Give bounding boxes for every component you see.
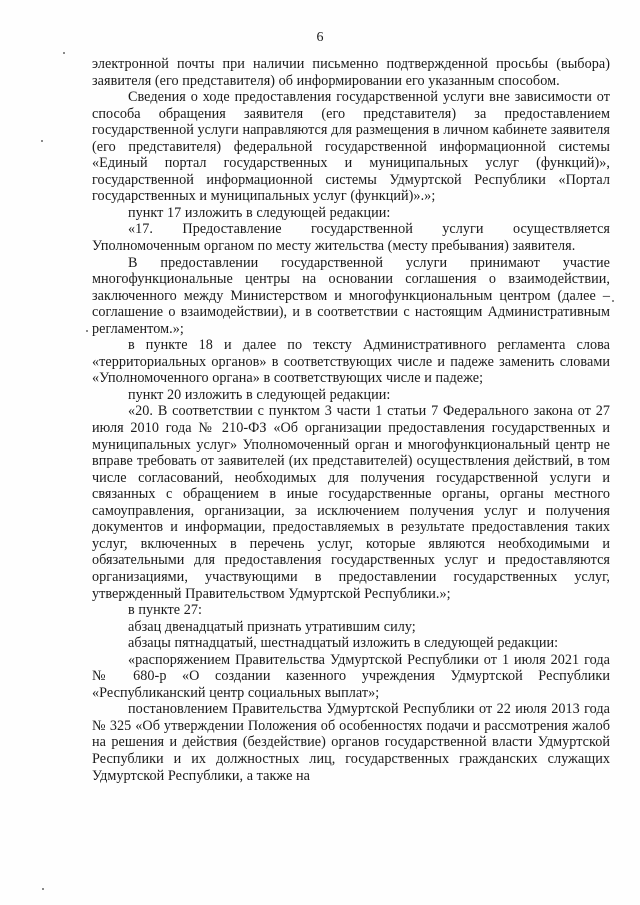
- paragraph: абзацы пятнадцатый, шестнадцатый изложить в следующей редакции:: [128, 635, 559, 652]
- paragraph: «20. В соответствии с пунктом 3 части 1 статьи 7 Федерального закона от 27 июля 2010 года № 210-ФЗ «Об организации предоставления государственных и муниципальных услуг» Уполномоченный орган и многофункциональный центр не вправе требовать от заявителей (их представителей) осуществления действий, в том числе согласований, необходимых для получения государственной услуги и связанных с обращением в иные государственные органы, органы местного самоуправления, организации, за исключением получения услуг и получения документов и информации, предоставляемых в результате предоставления таких услуг, включенных в перечень услуг, которые являются необходимыми и обязательными для предоставления государственных услуг и предоставляются организациями, участвующими в предоставлении государственных услуг, утвержденный Правительством Удмуртской Республики.»;: [92, 403, 610, 602]
- scan-speck: [41, 140, 43, 142]
- paragraph: в пункте 27:: [128, 602, 203, 619]
- paragraph: электронной почты при наличии письменно подтвержденной просьбы (выбора) заявителя (его представителя) об информировании его указанным способом.: [92, 56, 610, 89]
- paragraph: пункт 17 изложить в следующей редакции:: [128, 204, 391, 221]
- scan-speck: [42, 888, 44, 890]
- paragraph: «распоряжением Правительства Удмуртской Республики от 1 июля 2021 года № 680-р «О создании казенного учреждения Удмуртской Республики «Республиканский центр социальных выплат»;: [92, 651, 610, 701]
- paragraph: пункт 20 изложить в следующей редакции:: [128, 386, 391, 403]
- paragraph: Сведения о ходе предоставления государственной услуги вне зависимости от способа обращения заявителя (его представителя) за предоставлением государственной услуги направляются для размещения в личном кабинете заявителя (его представителя) федеральной государственной информационной системы «Единый портал государственных и муниципальных услуг (функций)», государственной информационной системы Удмуртской Республики «Портал государственных и муниципальных услуг (функций)».»;: [92, 89, 610, 205]
- scan-speck: [63, 52, 65, 54]
- paragraph: в пункте 18 и далее по тексту Административного регламента слова «территориальных органов» в соответствующих числе и падеже заменить словами «Уполномоченного органа» в соответствующих числе и падеже;: [92, 337, 610, 387]
- paragraph: постановлением Правительства Удмуртской Республики от 22 июля 2013 года № 325 «Об утверждении Положения об особенностях подачи и рассмотрения жалоб на решения и действия (бездействие) органов государственной власти Удмуртской Республики и их должностных лиц, государственных гражданских служащих Удмуртской Республики, а также на: [92, 701, 610, 784]
- scan-speck: [612, 300, 614, 302]
- page-number: 6: [316, 30, 324, 45]
- paragraph: В предоставлении государственной услуги принимают участие многофункциональные центры на основании соглашения о взаимодействии, заключенного между Министерством и многофункциональным центром (далее – соглашение о взаимодействии), и в соответствии с настоящим Административным регламентом.»;: [92, 254, 610, 337]
- document-body: [92, 56, 610, 784]
- scan-speck: [86, 330, 88, 332]
- paragraph: «17. Предоставление государственной услуги осуществляется Уполномоченным органом по месту жительства (месту пребывания) заявителя.: [92, 221, 610, 255]
- paragraph: абзац двенадцатый признать утратившим силу;: [128, 618, 416, 635]
